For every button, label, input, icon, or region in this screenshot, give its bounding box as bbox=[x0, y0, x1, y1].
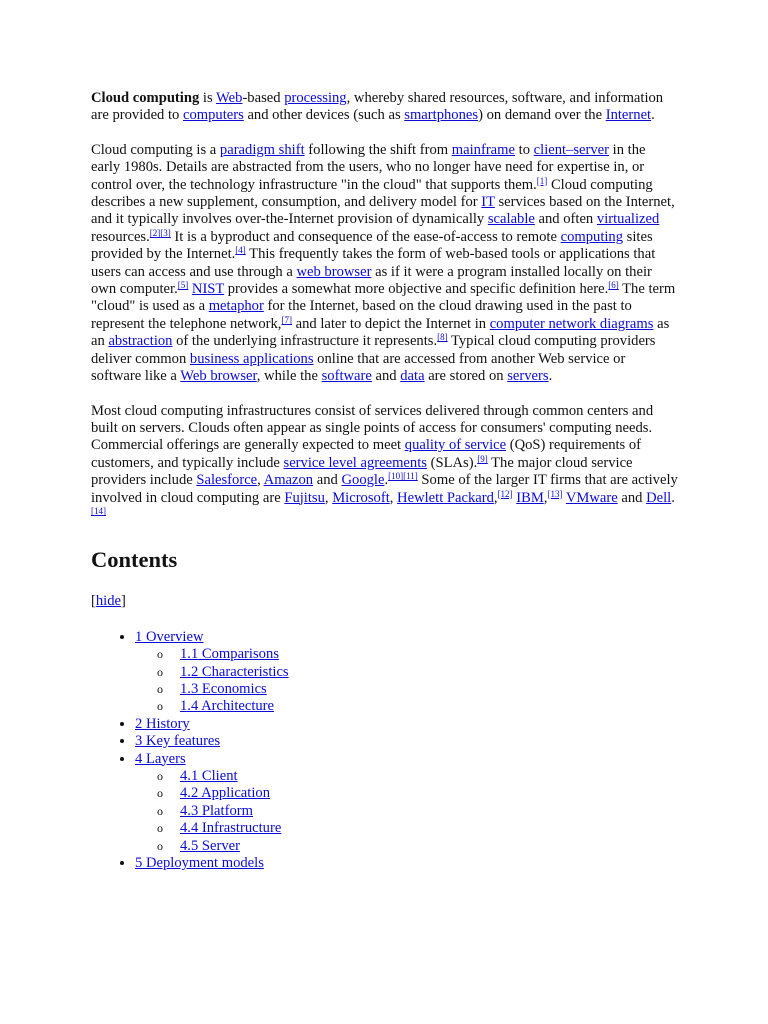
text: , whereby shared resources, software, and information are provided to bbox=[91, 90, 664, 124]
text: . bbox=[384, 472, 389, 489]
text: of the underlying infrastructure it represents. bbox=[172, 333, 438, 350]
link-nist[interactable]: NIST bbox=[191, 281, 225, 298]
ref-8[interactable]: [8] bbox=[437, 332, 448, 343]
toc-link[interactable]: 3 Key features bbox=[135, 733, 221, 750]
hide-toc-link[interactable]: hide bbox=[95, 593, 122, 610]
toc-subitem bbox=[180, 803, 678, 820]
link-virtualized[interactable]: virtualized bbox=[596, 211, 660, 228]
link-paradigm-shift[interactable]: paradigm shift bbox=[219, 141, 305, 158]
text: is bbox=[199, 90, 217, 106]
toc-item bbox=[135, 716, 678, 733]
link-mainframe[interactable]: mainframe bbox=[451, 141, 515, 158]
link-hewlett-packard[interactable]: Hewlett Packard bbox=[397, 489, 494, 506]
link-google[interactable]: Google bbox=[341, 472, 385, 489]
ref-11[interactable]: [11] bbox=[403, 471, 418, 482]
text: Cloud computing describes a new supplement, consumption, and delivery model for bbox=[91, 176, 653, 211]
text: , while the bbox=[256, 368, 322, 385]
text: and later to depict the Internet in bbox=[291, 315, 490, 332]
link-service-level-agreements[interactable]: service level agreements bbox=[283, 454, 427, 471]
ref-7[interactable]: [7] bbox=[281, 314, 292, 325]
link-data[interactable]: data bbox=[400, 368, 425, 385]
text: , bbox=[324, 489, 333, 506]
text: following the shift from bbox=[304, 141, 452, 158]
text: . bbox=[671, 489, 675, 506]
toc-sublink[interactable]: 1.4 Architecture bbox=[180, 698, 275, 715]
bracket-close: ] bbox=[121, 593, 126, 610]
link-web[interactable]: Web bbox=[216, 90, 243, 106]
toc-sublink[interactable]: 4.5 Server bbox=[180, 837, 240, 854]
toc-subitem bbox=[180, 820, 678, 837]
toc-link[interactable]: 1 Overview bbox=[135, 628, 204, 645]
toc-item bbox=[135, 733, 678, 750]
text: to bbox=[515, 141, 534, 158]
text: , bbox=[257, 472, 264, 489]
ref-3[interactable]: [3] bbox=[160, 227, 171, 238]
text: and often bbox=[534, 211, 597, 228]
text: for the Internet, based on the cloud drawing used in the past to represent the telephone network, bbox=[91, 298, 632, 332]
toc-sublist bbox=[135, 768, 678, 855]
link-salesforce[interactable]: Salesforce bbox=[196, 472, 258, 489]
link-internet[interactable]: Internet bbox=[605, 107, 652, 124]
text: are stored on bbox=[424, 368, 508, 385]
toc-sublink[interactable]: 1.1 Comparisons bbox=[180, 646, 279, 663]
link-smartphones[interactable]: smartphones bbox=[404, 107, 479, 124]
text: services based on the Internet, and it typically involves over-the-Internet provision of dynamically bbox=[91, 194, 675, 228]
toc-subitem bbox=[180, 785, 678, 802]
text: The major cloud service providers include bbox=[91, 454, 633, 489]
ref-6[interactable]: [6] bbox=[608, 280, 619, 291]
text: as an bbox=[91, 315, 670, 350]
link-microsoft[interactable]: Microsoft bbox=[332, 489, 390, 506]
toc-subitem bbox=[180, 681, 678, 698]
text: Some of the larger IT firms that are actively involved in cloud computing are bbox=[91, 472, 678, 506]
table-of-contents bbox=[91, 629, 678, 873]
text: . bbox=[548, 368, 553, 385]
toc-toggle bbox=[91, 593, 678, 610]
text: resources. bbox=[91, 228, 150, 245]
toc-link[interactable]: 4 Layers bbox=[135, 750, 186, 767]
text: -based bbox=[242, 90, 285, 106]
ref-4[interactable]: [4] bbox=[235, 245, 246, 256]
text: sites provided by the Internet. bbox=[91, 228, 653, 263]
toc-subitem bbox=[180, 768, 678, 785]
ref-5[interactable]: [5] bbox=[177, 280, 189, 291]
toc-sublink[interactable]: 4.2 Application bbox=[180, 785, 270, 802]
toc-link[interactable]: 5 Deployment models bbox=[135, 855, 264, 872]
text: , bbox=[543, 489, 548, 506]
link-web-browser-2[interactable]: Web browser bbox=[180, 368, 257, 385]
link-ibm[interactable]: IBM bbox=[516, 489, 544, 506]
toc-sublink[interactable]: 1.2 Characteristics bbox=[180, 663, 289, 680]
toc-subitem bbox=[180, 664, 678, 681]
text: (QoS) requirements of customers, and typically include bbox=[91, 437, 642, 471]
text: Cloud computing is a bbox=[91, 141, 220, 158]
text: Most cloud computing infrastructures consist of services delivered through common centers and built on servers. Clouds often appear as single points of access for consumers' computing needs. Commercial offerings are generally expected to meet bbox=[91, 402, 654, 454]
link-it[interactable]: IT bbox=[481, 194, 495, 211]
ref-9[interactable]: [9] bbox=[477, 453, 488, 464]
toc-link[interactable]: 2 History bbox=[135, 715, 190, 732]
ref-12[interactable]: [12] bbox=[497, 488, 513, 499]
text: as if it were a program installed locally on their own computer. bbox=[91, 263, 652, 298]
text: in the early 1980s. Details are abstracted from the users, who no longer have need for expertise in, or control over, the technology infrastructure "in the cloud" that supports them. bbox=[91, 141, 646, 193]
link-software[interactable]: software bbox=[321, 368, 372, 385]
link-amazon[interactable]: Amazon bbox=[263, 472, 314, 489]
link-quality-of-service[interactable]: quality of service bbox=[404, 437, 507, 454]
bracket-open: [ bbox=[91, 593, 96, 610]
text: . bbox=[651, 107, 655, 124]
term-bold: Cloud computing bbox=[91, 90, 200, 106]
link-vmware[interactable]: VMware bbox=[565, 489, 618, 506]
text: It is a byproduct and consequence of the ease-of-access to remote bbox=[170, 228, 561, 245]
text: , bbox=[493, 489, 498, 506]
toc-sublink[interactable]: 1.3 Economics bbox=[180, 680, 267, 697]
link-dell[interactable]: Dell bbox=[646, 489, 672, 506]
ref-14[interactable]: [14] bbox=[91, 505, 106, 516]
toc-subitem bbox=[180, 698, 678, 715]
text: ) on demand over the bbox=[478, 107, 606, 124]
text: Typical cloud computing providers deliver common bbox=[91, 333, 656, 367]
text: and bbox=[371, 368, 401, 385]
link-scalable[interactable]: scalable bbox=[487, 211, 535, 228]
link-fujitsu[interactable]: Fujitsu bbox=[284, 489, 325, 506]
toc-subitem bbox=[180, 838, 678, 855]
ref-1[interactable]: [1] bbox=[536, 175, 548, 186]
link-metaphor[interactable]: metaphor bbox=[208, 298, 264, 315]
text: provides a somewhat more objective and specific definition here. bbox=[224, 281, 609, 298]
text: The term "cloud" is used as a bbox=[91, 281, 676, 315]
text: This frequently takes the form of web-based tools or applications that users can access and use through a bbox=[91, 246, 656, 280]
link-business-applications[interactable]: business applications bbox=[189, 350, 314, 367]
link-computer-network-diagrams[interactable]: computer network diagrams bbox=[489, 315, 654, 332]
contents-heading: Contents bbox=[91, 547, 178, 573]
ref-2[interactable]: [2] bbox=[149, 227, 161, 238]
toc-sublink[interactable]: 4.4 Infrastructure bbox=[180, 820, 282, 837]
toc-item bbox=[135, 751, 678, 855]
link-servers[interactable]: servers bbox=[507, 368, 549, 385]
toc-sublist bbox=[135, 646, 678, 716]
text: , bbox=[389, 489, 398, 506]
toc-subitem bbox=[180, 646, 678, 663]
text: (SLAs). bbox=[426, 454, 478, 471]
toc-item bbox=[135, 629, 678, 716]
text: online that are accessed from another Web service or software like a bbox=[91, 350, 626, 385]
text: and other devices (such as bbox=[243, 107, 405, 124]
toc-sublink[interactable]: 4.3 Platform bbox=[180, 802, 253, 819]
intro-paragraph bbox=[91, 90, 678, 125]
text: and bbox=[313, 472, 342, 489]
link-processing[interactable]: processing bbox=[284, 90, 347, 106]
toc-item bbox=[135, 855, 678, 872]
body-paragraph-3 bbox=[91, 403, 678, 525]
ref-13[interactable]: [13] bbox=[547, 488, 563, 499]
body-paragraph-2 bbox=[91, 142, 678, 386]
link-abstraction[interactable]: abstraction bbox=[108, 333, 173, 350]
link-web-browser[interactable]: web browser bbox=[296, 263, 372, 280]
link-client-server[interactable]: client–server bbox=[533, 141, 610, 158]
link-computing[interactable]: computing bbox=[560, 228, 624, 245]
text: and bbox=[617, 489, 647, 506]
toc-sublink[interactable]: 4.1 Client bbox=[180, 768, 238, 784]
ref-10[interactable]: [10] bbox=[388, 471, 404, 482]
link-computers[interactable]: computers bbox=[183, 107, 244, 124]
